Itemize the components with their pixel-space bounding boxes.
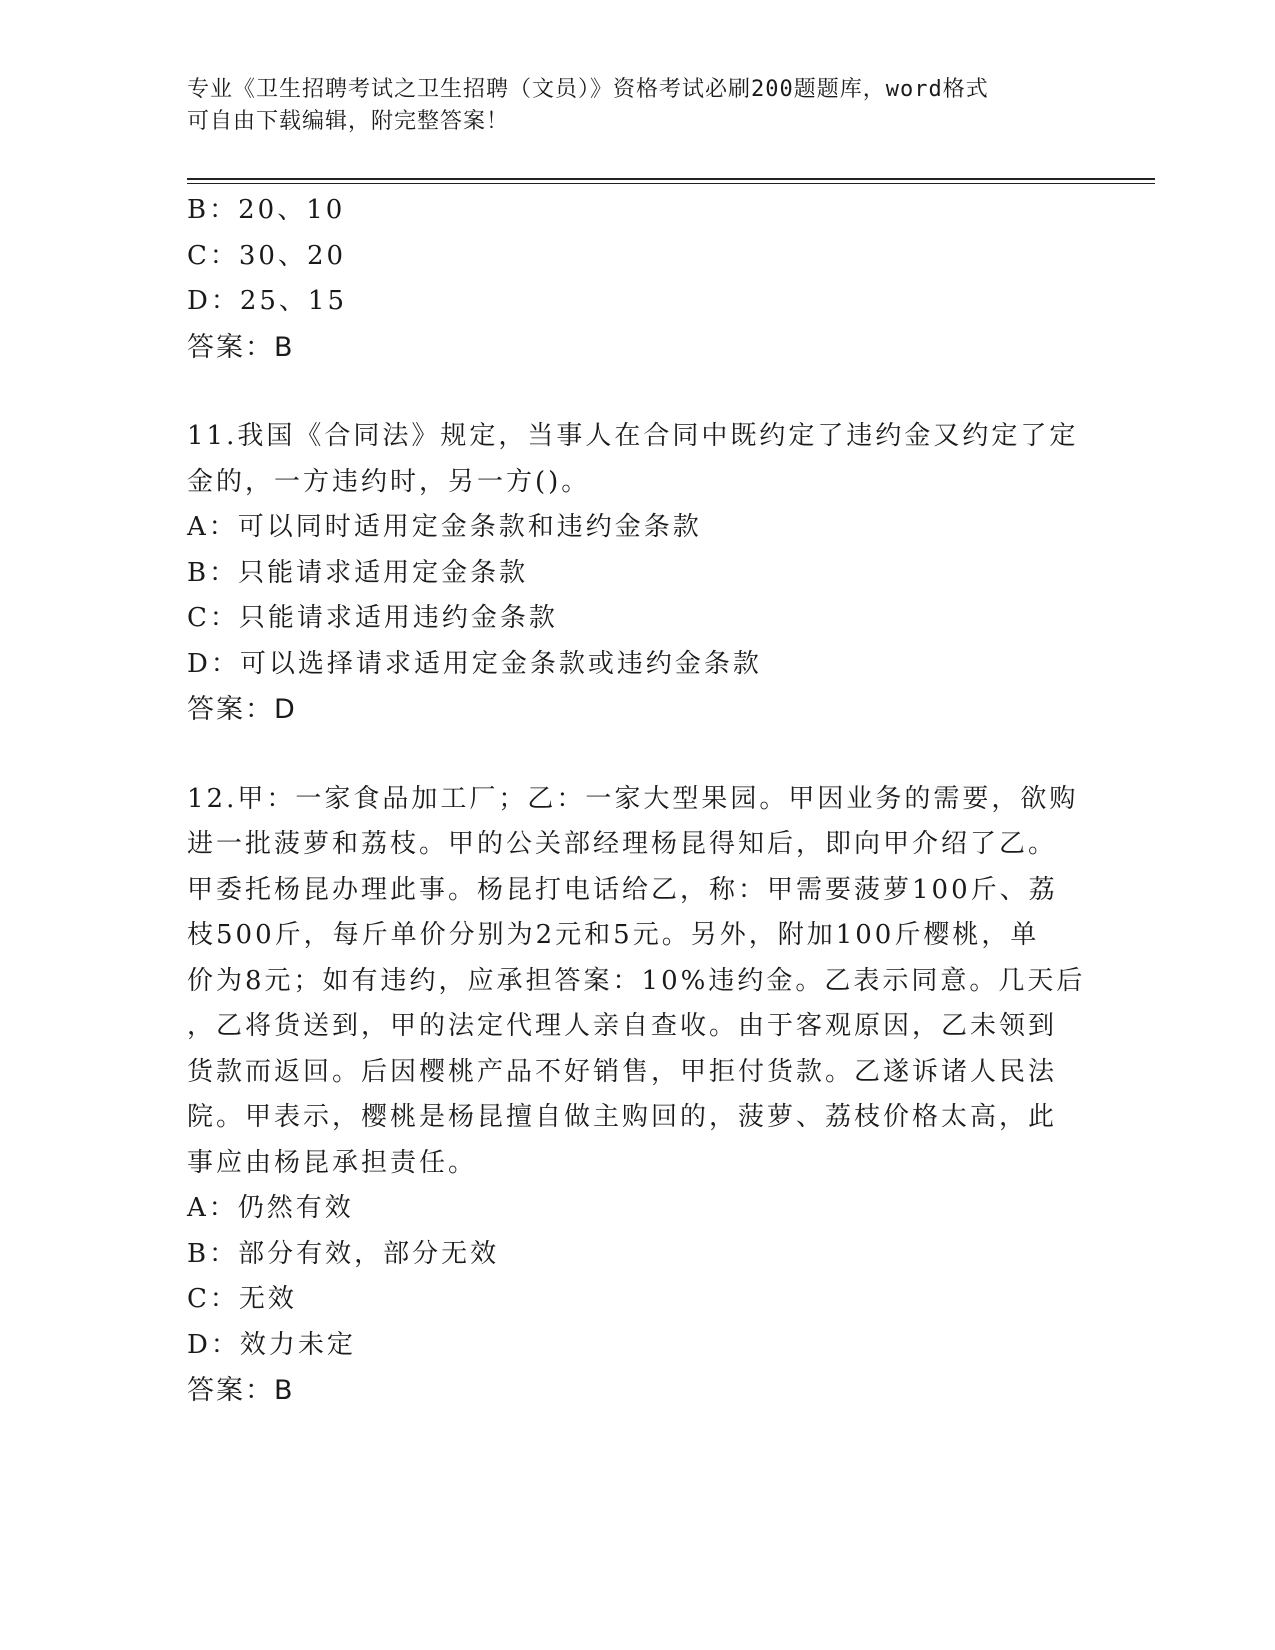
question-text-line: 12.甲：一家食品加工厂；乙：一家大型果园。甲因业务的需要，欲购 xyxy=(187,783,1079,814)
question-text-line: 货款而返回。后因樱桃产品不好销售，甲拒付货款。乙遂诉诸人民法 xyxy=(187,1056,1058,1087)
option-b: B：20、10 xyxy=(187,195,346,225)
option-c: C：30、20 xyxy=(187,240,347,271)
question-text-line: ，乙将货送到，甲的法定代理人亲自查收。由于客观原因，乙未领到 xyxy=(187,1011,1058,1041)
question-text-line: 价为8元；如有违约，应承担答案：10%违约金。乙表示同意。几天后 xyxy=(187,965,1086,996)
header-divider-thin xyxy=(187,183,1155,184)
question-text-line: 院。甲表示，樱桃是杨昆擅自做主购回的，菠萝、荔枝价格太高，此 xyxy=(187,1102,1058,1132)
option-d: D：25、15 xyxy=(187,286,348,316)
option-c: C：无效 xyxy=(187,1284,297,1314)
spacer xyxy=(187,733,1087,777)
question-text-line: 甲委托杨昆办理此事。杨昆打电话给乙，称：甲需要菠萝100斤、荔 xyxy=(187,874,1058,905)
header-divider-thick xyxy=(187,178,1155,180)
document-header xyxy=(187,74,1067,138)
option-b: B：部分有效，部分无效 xyxy=(187,1238,500,1269)
spacer xyxy=(187,370,1087,414)
document-body xyxy=(187,188,1087,1414)
answer-line: 答案：B xyxy=(187,331,295,363)
option-d: D：可以选择请求适用定金条款或违约金条款 xyxy=(187,648,762,679)
question-10-fragment xyxy=(187,188,1087,370)
option-b: B：只能请求适用定金条款 xyxy=(187,557,529,588)
answer-line: 答案：B xyxy=(187,1375,295,1406)
question-text xyxy=(187,777,1087,1187)
question-text-line: 金的，一方违约时，另一方()。 xyxy=(187,466,591,497)
header-line-2: 可自由下载编辑，附完整答案！ xyxy=(187,109,510,134)
question-11 xyxy=(187,414,1087,733)
option-d: D：效力未定 xyxy=(187,1329,356,1360)
question-text-line: 事应由杨昆承担责任。 xyxy=(187,1147,478,1178)
question-12 xyxy=(187,777,1087,1414)
question-text-line: 枝500斤，每斤单价分别为2元和5元。另外，附加100斤樱桃，单 xyxy=(187,920,1040,950)
answer-line: 答案：D xyxy=(187,694,297,725)
question-text-line: 11.我国《合同法》规定，当事人在合同中既约定了违约金又约定了定 xyxy=(187,421,1079,451)
header-line-1: 专业《卫生招聘考试之卫生招聘（文员）》资格考试必刷200题题库，word格式 xyxy=(187,77,989,102)
option-a: A：可以同时适用定金条款和违约金条款 xyxy=(187,512,702,542)
question-text xyxy=(187,414,1087,505)
option-a: A：仍然有效 xyxy=(187,1193,354,1223)
option-c: C：只能请求适用违约金条款 xyxy=(187,603,558,633)
question-text-line: 进一批菠萝和荔枝。甲的公关部经理杨昆得知后，即向甲介绍了乙。 xyxy=(187,829,1058,859)
